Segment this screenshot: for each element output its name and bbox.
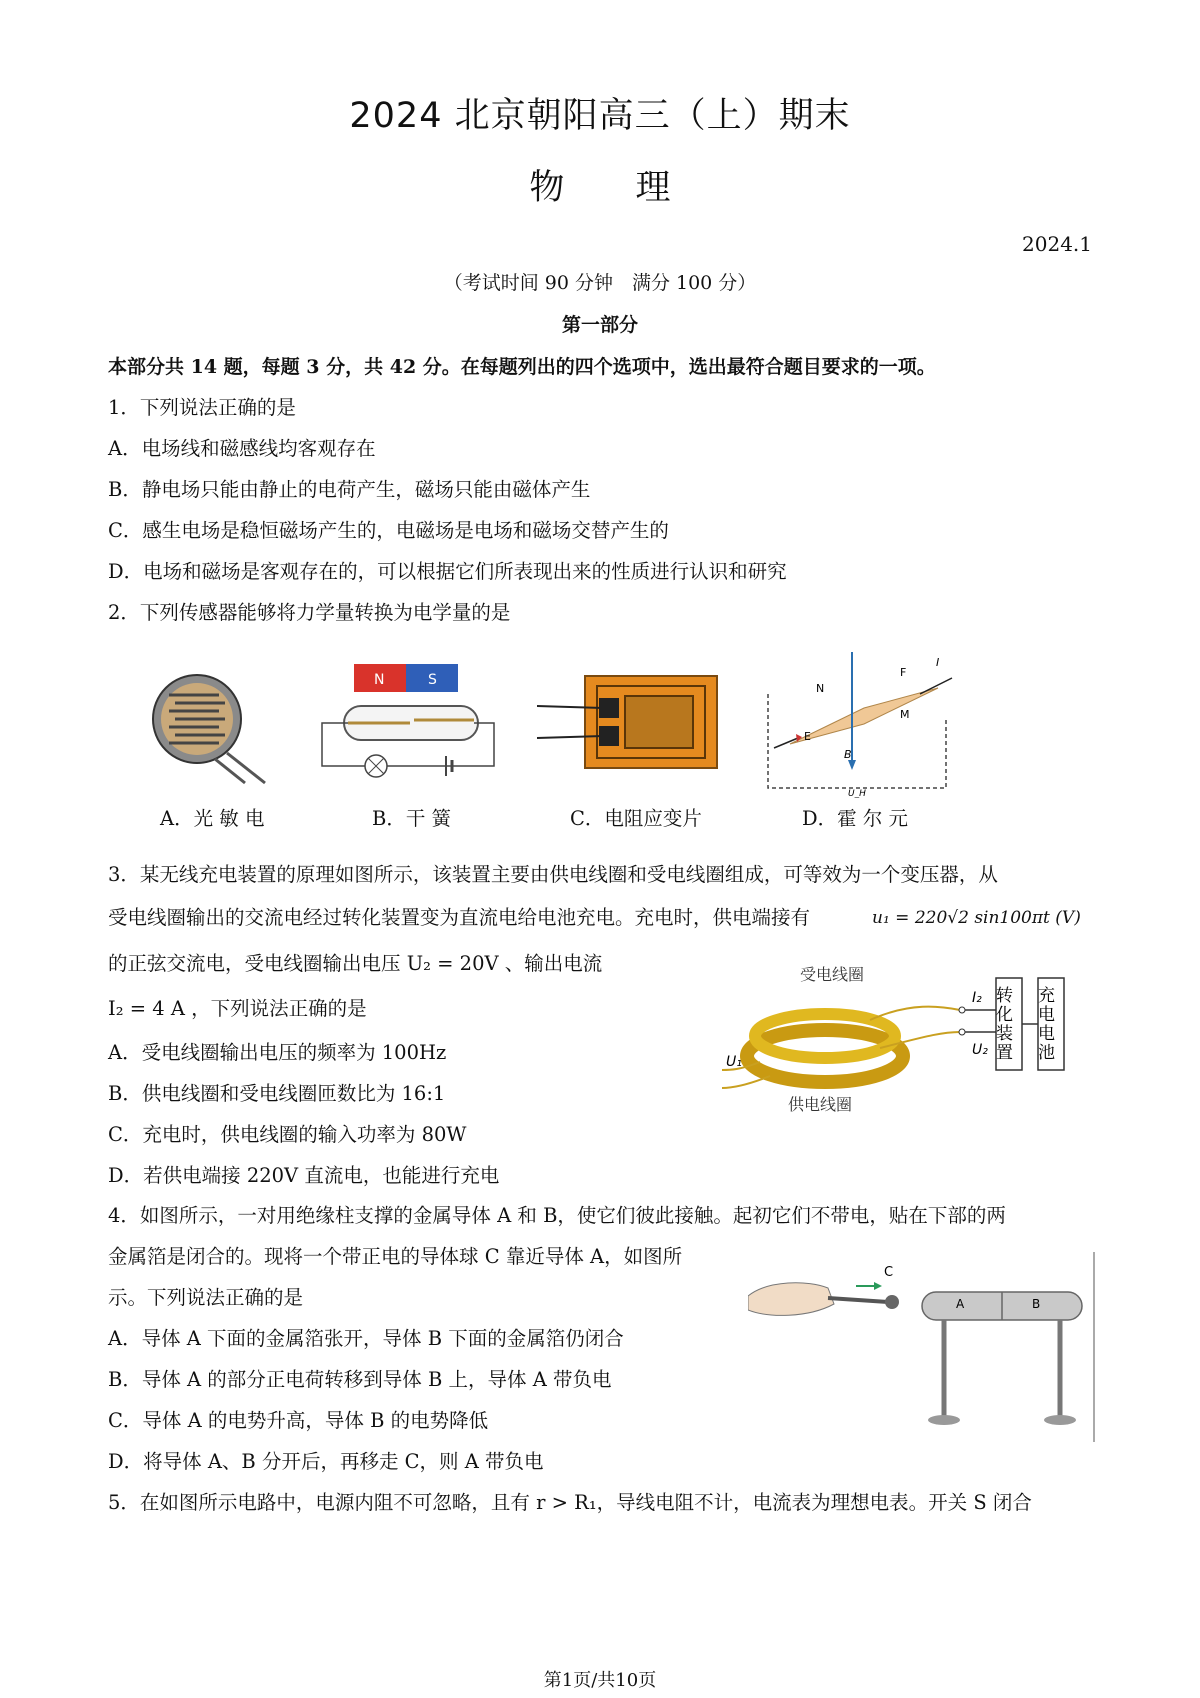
- q1-option-c: C．感生电场是稳恒磁场产生的，电磁场是电场和磁场交替产生的: [108, 519, 669, 542]
- q1-option-a: A．电场线和磁感线均客观存在: [108, 437, 376, 460]
- q4-line2: 金属箔是闭合的。现将一个带正电的导体球 C 靠近导体 A，如图所: [108, 1245, 683, 1268]
- converter-label: 转化装置: [992, 986, 1012, 1062]
- q4-line3: 示。下列说法正确的是: [108, 1286, 304, 1309]
- part-heading: 第一部分: [561, 314, 638, 336]
- q4-option-c: C．导体 A 的电势升高，导体 B 的电势降低: [108, 1409, 489, 1432]
- hall-e-label: E: [804, 730, 811, 743]
- exam-date: 2024.1: [1022, 232, 1092, 256]
- q2-caption-b: B．干 簧: [372, 807, 452, 830]
- q2-caption-d: D．霍 尔 元: [802, 807, 909, 830]
- q3-line1: 3．某无线充电装置的原理如图所示，该装置主要由供电线圈和受电线圈组成，可等效为一个变压器，从: [108, 863, 998, 886]
- q4-option-d: D．将导体 A、B 分开后，再移走 C，则 A 带负电: [108, 1450, 544, 1473]
- magnet-s-label: S: [428, 672, 437, 688]
- strain-gauge-figure: [537, 672, 722, 782]
- hall-u-label: U_H: [848, 789, 866, 798]
- page-title: 2024 北京朝阳高三（上）期末: [349, 96, 851, 136]
- q4-option-a: A．导体 A 下面的金属箔张开，导体 B 下面的金属箔仍闭合: [108, 1327, 624, 1350]
- hall-m-label: M: [900, 708, 910, 721]
- q3-option-c: C．充电时，供电线圈的输入功率为 80W: [108, 1123, 467, 1146]
- receive-coil-label: 受电线圈: [800, 965, 865, 984]
- page-number: 第1页/共10页: [543, 1670, 657, 1691]
- q1-option-d: D．电场和磁场是客观存在的，可以根据它们所表现出来的性质进行认识和研究: [108, 560, 787, 583]
- conductor-figure: [748, 1252, 1098, 1442]
- q5-line1: 5．在如图所示电路中，电源内阻不可忽略，且有 r > R₁，导线电阻不计，电流表为理想电表。开关 S 闭合: [108, 1491, 1032, 1514]
- hall-element-figure: [760, 648, 960, 798]
- hall-b-label: B: [844, 748, 852, 761]
- u1-label: U₁: [726, 1054, 742, 1070]
- q4-line1: 4．如图所示，一对用绝缘柱支撑的金属导体 A 和 B，使它们彼此接触。起初它们不带电，贴在下部的两: [108, 1204, 1006, 1227]
- exam-info: （考试时间 90 分钟 满分 100 分）: [443, 272, 757, 294]
- supply-coil-label: 供电线圈: [788, 1095, 853, 1114]
- conductor-a-label: A: [956, 1297, 965, 1311]
- q2-caption-c: C．电阻应变片: [570, 807, 702, 830]
- q3-option-d: D．若供电端接 220V 直流电，也能进行充电: [108, 1164, 500, 1187]
- battery-label: 充电电池: [1034, 986, 1054, 1062]
- magnet-n-label: N: [374, 672, 385, 688]
- sphere-c-label: C: [884, 1265, 894, 1280]
- u2-label: U₂: [972, 1042, 988, 1058]
- q1-stem: 1．下列说法正确的是: [108, 396, 296, 419]
- wireless-charger-figure: [720, 958, 1070, 1128]
- q1-option-b: B．静电场只能由静止的电荷产生，磁场只能由磁体产生: [108, 478, 591, 501]
- q3-option-a: A．受电线圈输出电压的频率为 100Hz: [108, 1041, 447, 1064]
- conductor-b-label: B: [1032, 1297, 1041, 1311]
- hall-i-label: I: [936, 656, 940, 669]
- instructions: 本部分共 14 题，每题 3 分，共 42 分。在每题列出的四个选项中，选出最符合题目要求的一项。: [108, 356, 936, 378]
- i2-label: I₂: [972, 990, 982, 1006]
- q3-line3: 的正弦交流电，受电线圈输出电压 U₂ = 20V 、输出电流: [108, 952, 603, 975]
- subject-title: 物 理: [529, 168, 671, 208]
- q3-line2: 受电线圈输出的交流电经过转化装置变为直流电给电池充电。充电时，供电端接有: [108, 906, 811, 929]
- q3-line4: I₂ = 4 A ，下列说法正确的是: [108, 997, 367, 1020]
- hall-f-label: F: [900, 666, 907, 679]
- q2-caption-a: A．光 敏 电: [160, 807, 265, 830]
- reed-switch-figure: [318, 662, 508, 782]
- photoresistor-figure: [145, 665, 275, 785]
- hall-n-label: N: [816, 682, 825, 695]
- q4-option-b: B．导体 A 的部分正电荷转移到导体 B 上，导体 A 带负电: [108, 1368, 612, 1391]
- q3-option-b: B．供电线圈和受电线圈匝数比为 16:1: [108, 1082, 446, 1105]
- q3-formula: u₁ = 220√2 sin100πt (V): [872, 908, 1081, 928]
- q2-stem: 2．下列传感器能够将力学量转换为电学量的是: [108, 601, 511, 624]
